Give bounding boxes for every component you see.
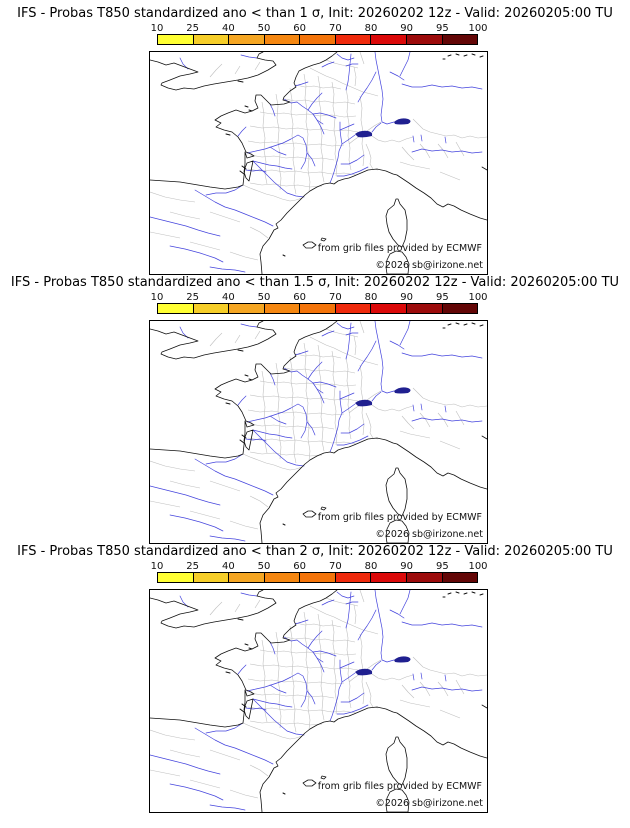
colorbar-tick-label: 95 [435,292,449,303]
colorbar-tick-label: 10 [150,23,164,34]
colorbar-tick-row [150,23,488,34]
panel-title: IFS - Probas T850 standardized ano < than 1 σ, Init: 20260202 12z - Valid: 20260205:00 TU [17,6,613,21]
colorbar-segment [442,304,478,313]
colorbar-tick-label: 100 [468,292,488,303]
panel-title: IFS - Probas T850 standardized ano < than 1.5 σ, Init: 20260202 12z - Valid: 20260205:00 TU [10,275,620,290]
colorbar-segment [442,573,478,582]
colorbar-tick-label: 40 [221,561,235,572]
colorbar-tick-label: 60 [293,292,307,303]
colorbar-segment [228,35,264,44]
france-map-svg [150,590,487,812]
colorbar-tick-label: 25 [186,561,200,572]
colorbar-tick-label: 50 [257,561,271,572]
colorbar-segment [264,573,300,582]
colorbar-segment [299,573,335,582]
colorbar-bar [157,34,478,45]
france-map-svg [150,52,487,274]
colorbar-tick-label: 90 [400,23,414,34]
colorbar-segment [442,35,478,44]
colorbar-segment [299,304,335,313]
panel-sigma-1 [0,6,630,275]
colorbar-tick-label: 70 [328,23,342,34]
france-map-svg [150,321,487,543]
colorbar-tick-label: 60 [293,23,307,34]
colorbar-segment [228,304,264,313]
colorbar [150,23,488,45]
map-france [149,320,488,544]
colorbar-bar [157,572,478,583]
colorbar-segment [406,573,442,582]
colorbar [150,561,488,583]
panel-sigma-2 [0,544,630,813]
colorbar-segment [158,573,193,582]
colorbar-tick-label: 40 [221,23,235,34]
colorbar-segment [228,573,264,582]
colorbar-segment [335,304,371,313]
colorbar-tick-label: 90 [400,292,414,303]
colorbar-segment [335,573,371,582]
colorbar-tick-label: 100 [468,561,488,572]
colorbar-tick-label: 50 [257,292,271,303]
colorbar-tick-row [150,561,488,572]
colorbar-segment [406,304,442,313]
colorbar-tick-label: 25 [186,23,200,34]
colorbar-tick-label: 80 [364,292,378,303]
colorbar-tick-label: 95 [435,23,449,34]
colorbar-tick-label: 70 [328,292,342,303]
colorbar-segment [158,304,193,313]
colorbar-segment [193,573,229,582]
colorbar-segment [370,35,406,44]
colorbar-tick-label: 90 [400,561,414,572]
colorbar-tick-label: 95 [435,561,449,572]
colorbar-tick-label: 40 [221,292,235,303]
colorbar-segment [335,35,371,44]
colorbar-tick-label: 10 [150,292,164,303]
colorbar-segment [299,35,335,44]
colorbar-tick-label: 80 [364,23,378,34]
colorbar-segment [406,35,442,44]
colorbar-segment [264,304,300,313]
colorbar [150,292,488,314]
colorbar-tick-label: 70 [328,561,342,572]
colorbar-tick-label: 10 [150,561,164,572]
map-france [149,51,488,275]
colorbar-segment [370,573,406,582]
colorbar-tick-label: 80 [364,561,378,572]
panel-sigma-1-5 [0,275,630,544]
colorbar-segment [370,304,406,313]
colorbar-segment [264,35,300,44]
colorbar-segment [193,35,229,44]
colorbar-tick-label: 50 [257,23,271,34]
map-france [149,589,488,813]
colorbar-tick-label: 100 [468,23,488,34]
colorbar-segment [158,35,193,44]
colorbar-segment [193,304,229,313]
colorbar-tick-label: 60 [293,561,307,572]
colorbar-tick-row [150,292,488,303]
panel-title: IFS - Probas T850 standardized ano < than 2 σ, Init: 20260202 12z - Valid: 20260205:00 TU [17,544,613,559]
colorbar-tick-label: 25 [186,292,200,303]
colorbar-bar [157,303,478,314]
